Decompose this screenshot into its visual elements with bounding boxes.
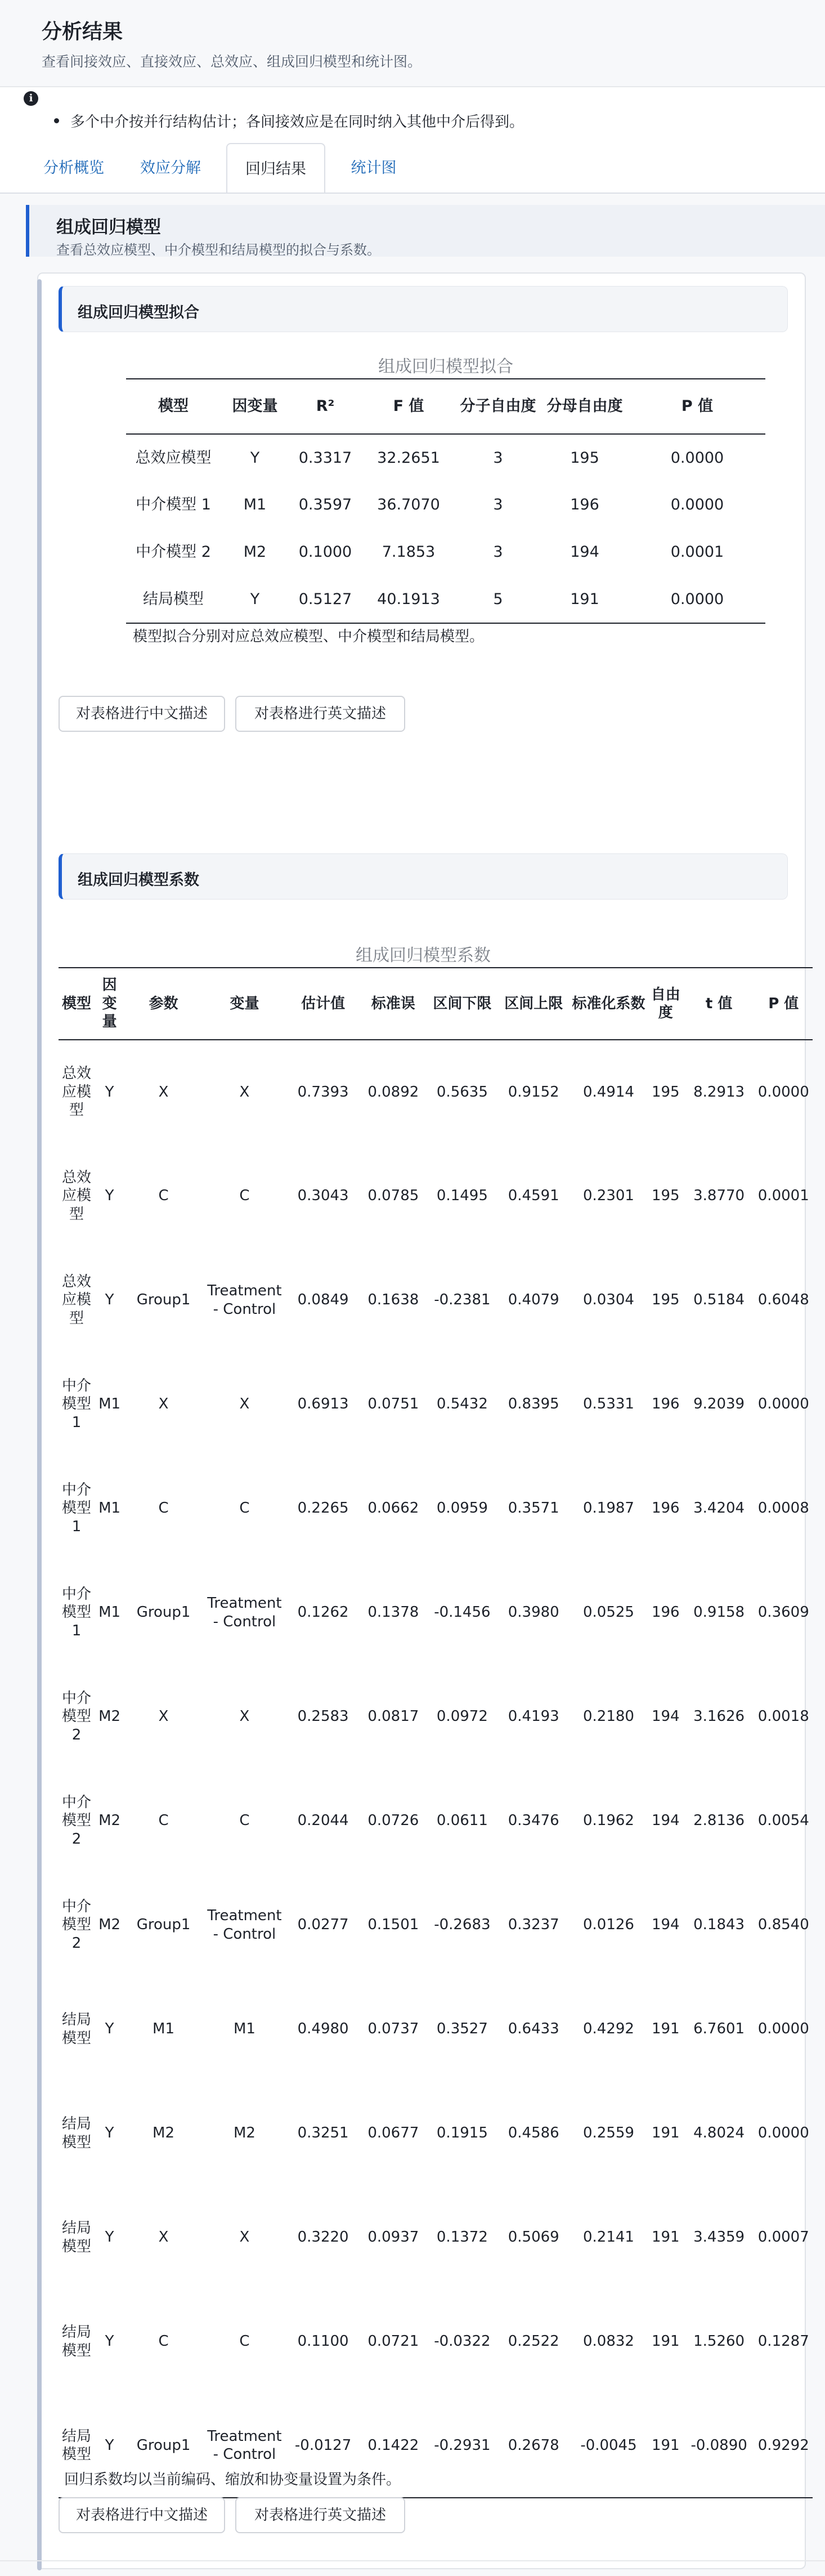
fit-subsection-header [59,286,788,332]
table-cell: 0.3220 [297,2229,349,2246]
table-cell: 0.4591 [508,1187,559,1205]
table-cell: Y [105,2436,114,2454]
table-cell: 0.0001 [757,1187,809,1205]
table-cell: 0.2180 [583,1708,634,1725]
table-cell: 0.4586 [508,2125,559,2142]
coef-col-dv: 因变量 [102,977,117,1031]
coef-col-df: 自由度 [651,986,680,1021]
table-row [59,1248,813,1352]
section-title: 组成回归模型 [56,217,161,238]
table-cell: 194 [651,1916,680,1934]
table-cell: M1 [98,1396,121,1413]
table-cell: 0.0677 [367,2125,419,2142]
table-cell: 中介模型 2 [61,1689,91,1743]
table-cell: 0.0937 [367,2229,419,2246]
table-cell: 0.0892 [367,1083,419,1101]
table-cell: 0.0751 [367,1396,419,1413]
tab-regression-results[interactable]: 回归结果 [226,143,325,194]
table-cell: 0.2301 [583,1187,634,1205]
table-row [59,1040,813,1144]
table-cell: Group1 [136,2436,191,2454]
table-cell: 中介模型 2 [61,1898,91,1952]
coef-describe-zh-button[interactable]: 对表格进行中文描述 [59,2497,225,2533]
section-subtitle: 查看总效应模型、中介模型和结局模型的拟合与系数。 [56,242,380,258]
table-cell: 结局模型 [61,2011,91,2047]
table-cell: 7.1853 [382,543,436,561]
coef-table [59,967,813,2498]
table-cell: 0.1987 [583,1500,634,1517]
table-row [59,1144,813,1248]
table-cell: 0.6048 [757,1291,809,1309]
table-cell: 9.2039 [693,1396,745,1413]
table-cell: -0.0127 [294,2436,352,2454]
table-cell: 0.5635 [436,1083,488,1101]
table-row [59,2081,813,2185]
table-row [59,1977,813,2081]
table-cell: 1.5260 [693,2333,745,2350]
table-cell: 196 [570,496,599,514]
table-cell: 0.0972 [436,1708,488,1725]
table-cell: 0.2044 [297,1812,349,1830]
table-cell: 191 [651,2229,680,2246]
table-cell: 194 [651,1812,680,1830]
fit-col-p: P 值 [681,397,714,415]
table-cell: Y [105,1083,114,1101]
table-cell: 3.4359 [693,2229,745,2246]
table-cell: 0.3609 [757,1604,809,1621]
table-cell: 0.7393 [297,1083,349,1101]
table-cell: 0.2265 [297,1500,349,1517]
table-row [59,1873,813,1977]
tab-overview[interactable]: 分析概览 [43,159,104,177]
fit-col-f: F 值 [393,397,424,415]
table-cell: 0.3251 [297,2125,349,2142]
table-cell: 196 [651,1500,680,1517]
tab-charts[interactable]: 统计图 [351,159,397,177]
coef-col-se: 标准误 [371,995,415,1012]
table-cell: 0.1000 [298,543,352,561]
table-cell: 结局模型 [61,2324,91,2359]
coef-table-note: 回归系数均以当前编码、缩放和协变量设置为条件。 [64,2471,401,2488]
table-cell: Treatment - Control [207,1282,282,1318]
table-cell: M1 [153,2020,175,2038]
page-title: 分析结果 [42,20,123,43]
table-cell: 3.8770 [693,1187,745,1205]
coef-subsection-title: 组成回归模型系数 [78,871,199,889]
coef-col-t: t 值 [705,995,733,1012]
table-cell: C [158,1500,169,1517]
table-cell: 0.2141 [583,2229,634,2246]
fit-col-dv: 因变量 [232,397,278,415]
table-cell: 3 [493,543,503,561]
table-cell: 0.3597 [298,496,352,514]
table-cell: 0.0304 [583,1291,634,1309]
table-cell: 4.8024 [693,2125,745,2142]
coef-col-lower: 区间下限 [433,995,492,1012]
table-cell: X [158,1396,169,1413]
table-cell: 0.1495 [436,1187,488,1205]
table-cell: 0.4914 [583,1083,634,1101]
table-cell: 0.0008 [757,1500,809,1517]
table-cell: Y [105,2229,114,2246]
table-cell: 0.5127 [298,590,352,608]
table-cell: M1 [98,1500,121,1517]
table-cell: C [158,1187,169,1205]
table-cell: 0.3476 [508,1812,559,1830]
result-tabs [24,143,825,194]
fit-col-df1: 分子自由度 [460,397,536,415]
section-header [26,205,825,257]
coef-col-p: P 值 [768,995,799,1012]
table-cell: 0.0277 [297,1916,349,1934]
table-cell: Treatment - Control [207,1595,282,1630]
table-cell: 0.0001 [670,543,724,561]
table-cell: 0.5069 [508,2229,559,2246]
table-cell: C [158,1812,169,1830]
fit-table-note: 模型拟合分别对应总效应模型、中介模型和结局模型。 [133,628,485,645]
table-cell: 3.1626 [693,1708,745,1725]
table-cell: Y [250,449,260,467]
table-cell: C [239,2333,250,2350]
table-cell: 0.1843 [693,1916,745,1934]
table-row [59,2289,813,2394]
table-cell: 中介模型 1 [61,1481,91,1535]
table-cell: X [239,1396,250,1413]
table-cell: 0.1262 [297,1604,349,1621]
table-cell: C [239,1812,250,1830]
table-cell: 总效应模型 [61,1065,91,1119]
table-cell: Group1 [136,1604,191,1621]
table-cell: X [239,2229,250,2246]
page-subtitle: 查看间接效应、直接效应、总效应、组成回归模型和统计图。 [42,53,422,70]
coef-col-std: 标准化系数 [572,995,645,1012]
table-cell: 5 [493,590,503,608]
results-header [0,0,825,87]
table-cell: 0.1100 [297,2333,349,2350]
table-row [59,1352,813,1456]
fit-describe-zh-button[interactable]: 对表格进行中文描述 [59,696,225,732]
table-cell: 2.8136 [693,1812,745,1830]
table-cell: 0.4193 [508,1708,559,1725]
table-cell: -0.0322 [434,2333,491,2350]
table-cell: Y [105,2125,114,2142]
coef-col-model: 模型 [61,995,91,1012]
table-cell: 0.0126 [583,1916,634,1934]
coef-table-header-row [59,968,813,1040]
table-cell: X [158,2229,169,2246]
table-cell: 0.1501 [367,1916,419,1934]
table-cell: 0.1378 [367,1604,419,1621]
table-cell: 0.0018 [757,1708,809,1725]
table-row [59,2185,813,2289]
table-cell: M1 [233,2020,255,2038]
table-cell: X [158,1708,169,1725]
table-cell: 中介模型 1 [61,1585,91,1639]
table-cell: 191 [570,590,599,608]
table-cell: M2 [98,1812,121,1830]
fit-col-r2: R² [316,397,335,415]
table-cell: M2 [98,1916,121,1934]
table-cell: 总效应模型 [61,1169,91,1223]
coef-col-upper: 区间上限 [504,995,563,1012]
fit-subsection-title: 组成回归模型拟合 [78,304,199,321]
regression-results-panel [0,194,825,2576]
model-note [54,110,524,131]
table-cell: 191 [651,2125,680,2142]
table-cell: C [158,2333,169,2350]
table-cell: 0.3571 [508,1500,559,1517]
table-cell: 6.7601 [693,2020,745,2038]
table-cell: Y [105,2020,114,2038]
table-cell: 8.2913 [693,1083,745,1101]
table-cell: M1 [98,1604,121,1621]
table-cell: -0.2683 [434,1916,491,1934]
table-cell: 3 [493,449,503,467]
table-cell: 0.0849 [297,1291,349,1309]
fit-col-model: 模型 [158,397,189,415]
table-row [59,1456,813,1560]
table-cell: 0.0721 [367,2333,419,2350]
table-cell: Y [105,1187,114,1205]
table-cell: 0.1422 [367,2436,419,2454]
table-cell: 195 [651,1083,680,1101]
fit-table-caption: 组成回归模型拟合 [378,357,513,377]
table-row [59,1560,813,1665]
table-cell: 0.2583 [297,1708,349,1725]
table-cell: 0.4292 [583,2020,634,2038]
table-cell: 191 [651,2333,680,2350]
table-cell: 0.0737 [367,2020,419,2038]
tab-effect-decomposition[interactable]: 效应分解 [140,159,201,177]
table-cell: 196 [651,1604,680,1621]
table-cell: -0.1456 [434,1604,491,1621]
table-cell: 194 [570,543,599,561]
table-cell: 结局模型 [61,2220,91,2255]
table-cell: 40.1913 [377,590,440,608]
table-cell: 196 [651,1396,680,1413]
table-cell: 0.3237 [508,1916,559,1934]
models-card [37,272,809,2569]
table-cell: 0.3980 [508,1604,559,1621]
table-cell: 总效应模型 [135,449,212,467]
table-cell: 0.5331 [583,1396,634,1413]
table-cell: Y [105,2333,114,2350]
table-cell: M2 [233,2125,255,2142]
table-cell: 0.0054 [757,1812,809,1830]
table-cell: 0.0832 [583,2333,634,2350]
table-cell: X [158,1083,169,1101]
fit-table-container [38,378,807,637]
table-cell: 3.4204 [693,1500,745,1517]
table-row [59,1665,813,1769]
table-cell: -0.0890 [691,2436,747,2454]
table-cell: 结局模型 [143,590,204,608]
table-cell: 0.1638 [367,1291,419,1309]
coef-col-estimate: 估计值 [301,995,346,1012]
table-cell: 0.4980 [297,2020,349,2038]
table-cell: 194 [651,1708,680,1725]
table-cell: 0.1372 [436,2229,488,2246]
coef-subsection-header [59,853,788,900]
table-cell: 0.0000 [670,496,724,514]
table-cell: 195 [651,1291,680,1309]
table-row [126,576,765,623]
table-cell: 0.9158 [693,1604,745,1621]
table-cell: 0.8540 [757,1916,809,1934]
bullet-dot [54,118,59,123]
table-cell: M2 [243,543,267,561]
table-cell: 中介模型 1 [61,1377,91,1431]
table-cell: Group1 [136,1291,191,1309]
table-cell: 0.2522 [508,2333,559,2350]
table-cell: 195 [651,1187,680,1205]
table-cell: 0.0000 [670,590,724,608]
table-cell: 0.0000 [757,1396,809,1413]
coef-col-param: 参数 [149,995,178,1012]
table-cell: 0.2678 [508,2436,559,2454]
table-cell: 0.0611 [436,1812,488,1830]
table-cell: 0.2559 [583,2125,634,2142]
table-cell: 0.9152 [508,1083,559,1101]
table-cell: 0.0817 [367,1708,419,1725]
table-cell: 0.0000 [757,1083,809,1101]
table-cell: Group1 [136,1916,191,1934]
info-icon: i [24,91,38,106]
table-cell: 0.0525 [583,1604,634,1621]
table-cell: -0.2381 [434,1291,491,1309]
table-cell: -0.2931 [434,2436,491,2454]
table-cell: 中介模型 2 [136,543,211,561]
table-cell: 0.0726 [367,1812,419,1830]
fit-col-df2: 分母自由度 [546,397,623,415]
table-cell: 32.2651 [377,449,440,467]
fit-table-header-row [126,379,765,434]
table-cell: 中介模型 2 [61,1794,91,1848]
table-cell: 0.1287 [757,2333,809,2350]
model-note-text: 多个中介按并行结构估计；各间接效应是在同时纳入其他中介后得到。 [70,114,524,131]
table-cell: 0.3043 [297,1187,349,1205]
table-cell: 191 [651,2020,680,2038]
table-cell: -0.0045 [580,2436,637,2454]
table-cell: 0.0007 [757,2229,809,2246]
table-cell: C [239,1500,250,1517]
table-cell: 0.3317 [298,449,352,467]
table-row [126,529,765,576]
table-cell: 结局模型 [61,2427,91,2463]
table-cell: Treatment - Control [207,1907,282,1943]
table-cell: 0.5184 [693,1291,745,1309]
coef-table-caption: 组成回归模型系数 [356,946,491,965]
table-cell: 0.0785 [367,1187,419,1205]
table-cell: 36.7070 [377,496,440,514]
table-cell: M2 [98,1708,121,1725]
table-cell: M2 [153,2125,175,2142]
table-cell: 0.6433 [508,2020,559,2038]
table-cell: X [239,1708,250,1725]
table-cell: 0.5432 [436,1396,488,1413]
coef-col-variable: 变量 [230,995,259,1012]
table-row [126,481,765,529]
table-cell: Y [250,590,260,608]
page-bottom-divider [0,2560,825,2561]
table-cell: 总效应模型 [61,1273,91,1327]
fit-table [126,378,765,624]
table-cell: 0.4079 [508,1291,559,1309]
table-cell: 中介模型 1 [136,496,211,514]
table-cell: 0.3527 [436,2020,488,2038]
table-cell: 195 [570,449,599,467]
fit-describe-en-button[interactable]: 对表格进行英文描述 [235,696,405,732]
table-cell: 结局模型 [61,2116,91,2151]
table-cell: 0.1915 [436,2125,488,2142]
table-cell: 0.0000 [670,449,724,467]
table-cell: Treatment - Control [207,2427,282,2463]
coef-table-container[interactable] [59,967,809,2463]
table-cell: 0.8395 [508,1396,559,1413]
table-cell: 0.0000 [757,2125,809,2142]
table-row [126,434,765,481]
coef-describe-en-button[interactable]: 对表格进行英文描述 [235,2497,405,2533]
table-cell: 0.1962 [583,1812,634,1830]
table-row [59,1769,813,1873]
table-cell: 0.0959 [436,1500,488,1517]
table-cell: 0.0000 [757,2020,809,2038]
table-cell: X [239,1083,250,1101]
table-cell: 191 [651,2436,680,2454]
table-cell: 0.6913 [297,1396,349,1413]
table-cell: C [239,1187,250,1205]
table-cell: M1 [243,496,267,514]
table-cell: Y [105,1291,114,1309]
table-cell: 0.9292 [757,2436,809,2454]
table-cell: 3 [493,496,503,514]
table-cell: 0.0662 [367,1500,419,1517]
